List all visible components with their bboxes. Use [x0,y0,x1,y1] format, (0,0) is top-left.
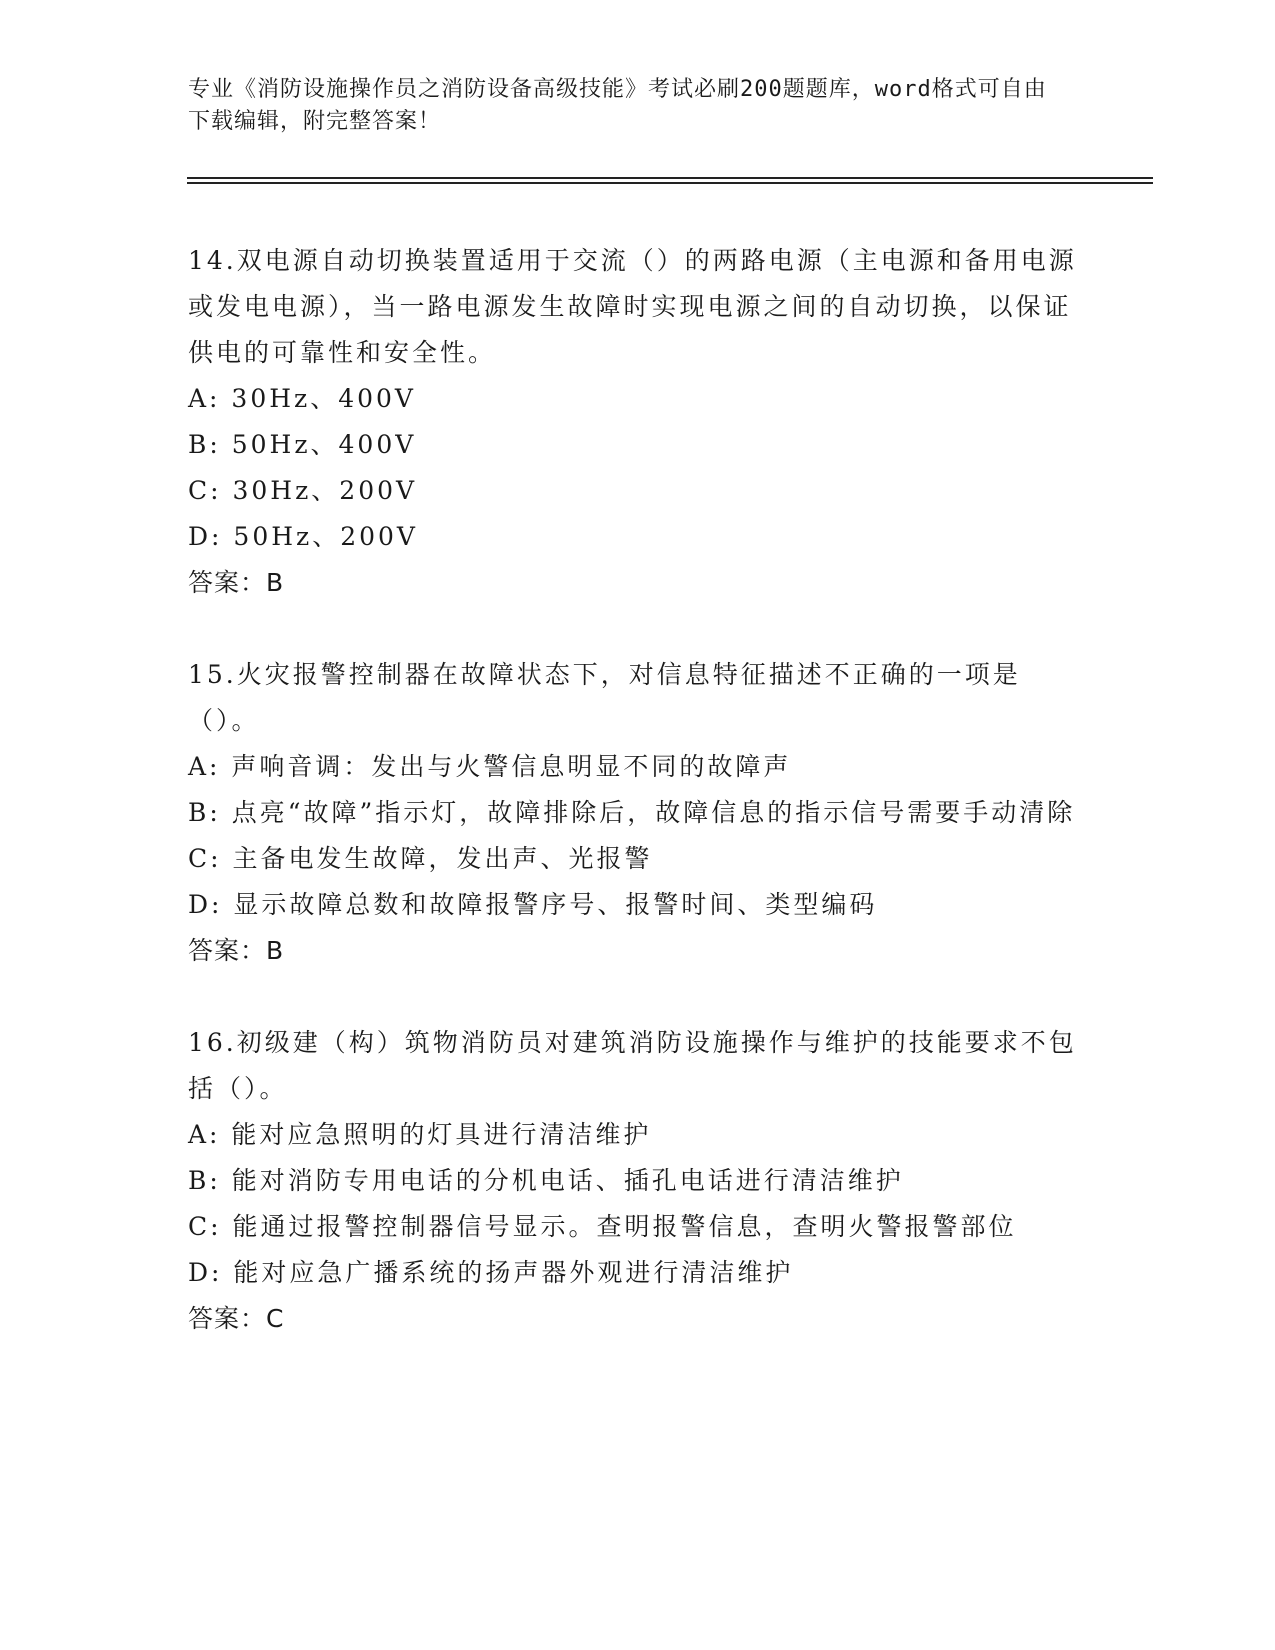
option-c: C: 主备电发生故障，发出声、光报警 [188,844,653,873]
option-c: C: 30Hz、200V [188,476,418,505]
question-stem: 16.初级建（构）筑物消防员对建筑消防设施操作与维护的技能要求不包括（）。 [188,1028,1077,1103]
option-b: B: 能对消防专用电话的分机电话、插孔电话进行清洁维护 [188,1166,904,1195]
question-stem: 15.火灾报警控制器在故障状态下，对信息特征描述不正确的一项是（）。 [188,660,1021,735]
option-a: A: 能对应急照明的灯具进行清洁维护 [188,1120,652,1149]
question-14 [188,238,1078,606]
header-divider-top [187,177,1153,179]
option-d: D: 显示故障总数和故障报警序号、报警时间、类型编码 [188,890,878,919]
option-b: B: 点亮“故障”指示灯，故障排除后，故障信息的指示信号需要手动清除 [188,798,1076,827]
question-list [188,238,1078,1388]
option-a: A: 30Hz、400V [188,384,416,413]
answer: 答案：B [188,936,285,965]
option-c: C: 能通过报警控制器信号显示。查明报警信息，查明火警报警部位 [188,1212,1017,1241]
question-16 [188,1020,1078,1342]
option-d: D: 50Hz、200V [188,522,418,551]
document-header: 专业《消防设施操作员之消防设备高级技能》考试必刷200题题库，word格式可自由下载编辑，附完整答案！ [188,77,1047,134]
answer: 答案：B [188,568,285,597]
answer: 答案：C [188,1304,285,1333]
header-divider-bottom [187,182,1153,184]
option-b: B: 50Hz、400V [188,430,417,459]
option-d: D: 能对应急广播系统的扬声器外观进行清洁维护 [188,1258,794,1287]
option-a: A: 声响音调：发出与火警信息明显不同的故障声 [188,752,792,781]
question-15 [188,652,1078,974]
question-stem: 14.双电源自动切换装置适用于交流（）的两路电源（主电源和备用电源或发电电源），当一路电源发生故障时实现电源之间的自动切换，以保证供电的可靠性和安全性。 [188,246,1077,367]
